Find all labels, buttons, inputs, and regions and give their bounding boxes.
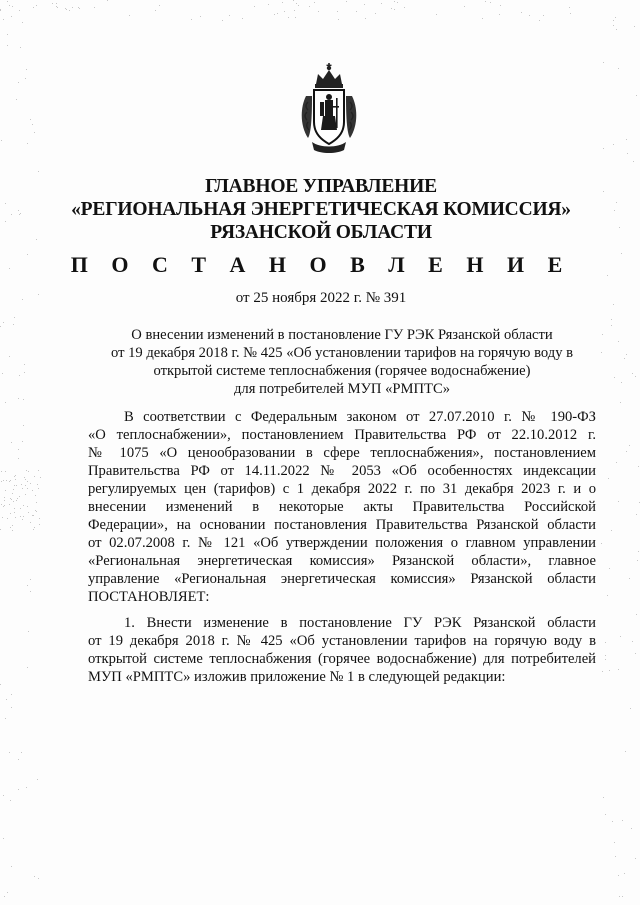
scan-speck	[603, 62, 604, 63]
scan-speck	[288, 17, 289, 18]
scan-speck	[11, 866, 12, 867]
scan-speck	[521, 12, 522, 13]
scan-speck	[621, 382, 622, 383]
scan-speck	[629, 578, 630, 579]
scan-speck	[38, 488, 39, 489]
scan-speck	[356, 11, 357, 12]
scan-speck	[18, 210, 19, 211]
scan-speck	[20, 47, 21, 48]
scan-speck	[616, 202, 617, 203]
scan-speck	[35, 495, 36, 496]
scan-speck	[38, 878, 39, 879]
scan-speck	[615, 856, 616, 857]
scan-speck	[616, 462, 617, 463]
scan-speck	[626, 354, 627, 355]
scan-speck	[107, 0, 108, 1]
scan-speck	[19, 496, 20, 497]
clause-1-paragraph	[88, 614, 596, 686]
scan-speck	[66, 9, 67, 10]
scan-speck	[0, 9, 1, 10]
scan-speck	[37, 484, 38, 485]
scan-speck	[20, 516, 21, 517]
scan-speck	[30, 119, 31, 120]
scan-speck	[7, 518, 8, 519]
decree-date-number: от 25 ноября 2022 г. № 391	[235, 290, 407, 306]
scan-speck	[9, 5, 10, 6]
scan-speck	[635, 653, 636, 654]
scan-speck	[601, 543, 602, 544]
scan-speck	[608, 478, 609, 479]
text-line: 1. Внести изменение в постановление ГУ РЭК Рязанской области	[124, 615, 596, 631]
scan-speck	[10, 480, 11, 481]
scan-speck	[23, 505, 24, 506]
scan-speck	[27, 506, 28, 507]
scan-speck	[436, 14, 437, 15]
scan-speck	[7, 892, 8, 893]
scan-speck	[375, 13, 376, 14]
scan-speck	[605, 814, 606, 815]
scan-speck	[0, 326, 1, 327]
scan-speck	[482, 18, 483, 19]
scan-speck	[632, 641, 633, 642]
scan-speck	[638, 551, 639, 552]
scan-speck	[11, 707, 12, 708]
scan-speck	[28, 631, 29, 632]
scan-speck	[636, 514, 637, 515]
scan-speck	[27, 143, 28, 144]
scan-speck	[0, 529, 1, 530]
scan-speck	[294, 10, 295, 11]
scan-speck	[622, 820, 623, 821]
scan-speck	[500, 5, 501, 6]
scan-speck	[607, 595, 608, 596]
scan-speck	[346, 1, 347, 2]
scan-speck	[615, 17, 616, 18]
scan-speck	[9, 268, 10, 269]
text-line: В соответствии с Федеральным законом от 27.07.2010 г. № 190-ФЗ	[124, 409, 596, 425]
scan-speck	[33, 529, 34, 530]
scan-speck	[24, 364, 25, 365]
scan-speck	[570, 13, 571, 14]
scan-speck	[293, 0, 294, 1]
scan-speck	[6, 699, 7, 700]
scan-speck	[636, 614, 637, 615]
scan-speck	[11, 214, 12, 215]
scan-speck	[605, 642, 606, 643]
scan-speck	[16, 485, 17, 486]
scan-speck	[635, 858, 636, 859]
scan-speck	[12, 493, 13, 494]
scan-speck	[12, 525, 13, 526]
scan-speck	[364, 4, 365, 5]
scan-speck	[21, 752, 22, 753]
scan-speck	[6, 480, 7, 481]
scan-speck	[26, 69, 27, 70]
scan-speck	[9, 504, 10, 505]
scan-speck	[338, 19, 339, 20]
scan-speck	[28, 471, 29, 472]
scan-speck	[25, 479, 26, 480]
scan-speck	[222, 20, 223, 21]
text-line: от 19 декабря 2018 г. № 425 «Об установлении тарифов на горячую воду в	[88, 633, 596, 649]
scan-speck	[626, 139, 627, 140]
scan-speck	[630, 708, 631, 709]
scan-speck	[298, 5, 299, 6]
scan-speck	[2, 517, 3, 518]
scan-speck	[318, 11, 319, 12]
text-line: № 1075 «О ценообразовании в сфере теплоснабжения», постановлением	[88, 445, 596, 461]
scan-speck	[499, 14, 500, 15]
scan-speck	[631, 828, 632, 829]
scan-speck	[618, 68, 619, 69]
scan-speck	[13, 501, 14, 502]
scan-speck	[34, 876, 35, 877]
document-type-title: П О С Т А Н О В Л Е Н И Е	[70, 252, 572, 277]
scan-speck	[0, 684, 1, 685]
scan-speck	[611, 530, 612, 531]
scan-speck	[18, 458, 19, 459]
scan-speck	[619, 227, 620, 228]
scan-speck	[4, 500, 5, 501]
header-line-2: «РЕГИОНАЛЬНАЯ ЭНЕРГЕТИЧЕСКАЯ КОМИССИЯ»	[71, 199, 571, 220]
subject-line: для потребителей МУП «РМПТС»	[234, 381, 450, 397]
scan-speck	[36, 511, 37, 512]
header-line-1: ГЛАВНОЕ УПРАВЛЕНИЕ	[205, 176, 437, 197]
scan-speck	[614, 210, 615, 211]
decree-subject	[86, 326, 598, 398]
scan-speck	[5, 718, 6, 719]
scan-speck	[27, 667, 28, 668]
scan-speck	[254, 6, 255, 7]
scan-speck	[394, 1, 395, 2]
scan-speck	[602, 334, 603, 335]
scan-speck	[603, 148, 604, 149]
scan-speck	[609, 670, 610, 671]
scan-speck	[25, 494, 26, 495]
scan-speck	[18, 82, 19, 83]
scan-speck	[16, 99, 17, 100]
scan-speck	[634, 26, 635, 27]
scan-speck	[20, 213, 21, 214]
scan-speck	[9, 356, 10, 357]
scan-speck	[20, 508, 21, 509]
scan-speck	[11, 442, 12, 443]
scan-speck	[35, 510, 36, 511]
scan-speck	[611, 319, 612, 320]
text-line: регулируемых цен (тарифов) с 1 декабря 2022 г. по 31 декабря 2023 г. и о	[88, 481, 596, 497]
scan-speck	[601, 352, 602, 353]
text-line: МУП «РМПТС» изложив приложение № 1 в следующей редакции:	[88, 669, 506, 685]
scan-speck	[4, 896, 5, 897]
scan-speck	[36, 239, 37, 240]
scan-speck	[94, 7, 95, 8]
scan-speck	[632, 373, 633, 374]
scan-speck	[30, 579, 31, 580]
scan-speck	[14, 476, 15, 477]
scan-speck	[13, 324, 14, 325]
text-line: управление «Региональная энергетическая комиссия» Рязанской области	[88, 571, 596, 587]
scan-speck	[23, 399, 24, 400]
scan-speck	[633, 161, 634, 162]
scan-speck	[78, 7, 79, 8]
scan-speck	[624, 358, 625, 359]
scan-speck	[19, 214, 20, 215]
scan-speck	[337, 11, 338, 12]
scan-speck	[620, 402, 621, 403]
scan-speck	[605, 655, 606, 656]
scan-speck	[22, 441, 23, 442]
scan-speck	[34, 476, 35, 477]
scan-speck	[619, 896, 620, 897]
scan-speck	[56, 3, 57, 4]
scan-speck	[485, 1, 486, 2]
scan-speck	[618, 669, 619, 670]
scan-speck	[625, 751, 626, 752]
scan-speck	[21, 484, 22, 485]
scan-speck	[614, 377, 615, 378]
scan-speck	[637, 560, 638, 561]
scan-speck	[1, 504, 2, 505]
scan-speck	[15, 479, 16, 480]
scan-speck	[1, 471, 2, 472]
text-line: «О теплоснабжении», постановлением Правительства РФ от 22.10.2012 г.	[88, 427, 596, 443]
scan-speck	[268, 4, 269, 5]
scan-speck	[609, 568, 610, 569]
scan-speck	[13, 489, 14, 490]
scan-speck	[22, 488, 23, 489]
scan-speck	[27, 488, 28, 489]
scan-speck	[129, 15, 130, 16]
scan-speck	[11, 694, 12, 695]
scan-speck	[296, 3, 297, 4]
text-line: «Региональная энергетическая комиссия» Рязанской области», главное	[88, 553, 596, 569]
scan-speck	[38, 470, 39, 471]
scan-speck	[295, 17, 296, 18]
scan-speck	[39, 524, 40, 525]
text-line: Федерации», на основании постановления Правительства Рязанской области	[88, 517, 596, 533]
scan-speck	[616, 29, 617, 30]
scan-speck	[404, 7, 405, 8]
text-line: внесении изменений в некоторые акты Правительства Российской	[88, 499, 596, 515]
scan-speck	[9, 752, 10, 753]
scan-speck	[612, 821, 613, 822]
scan-speck	[191, 19, 192, 20]
scan-speck	[464, 6, 465, 7]
scan-speck	[613, 25, 614, 26]
scan-speck	[7, 45, 8, 46]
scan-speck	[618, 341, 619, 342]
scan-speck	[309, 6, 310, 7]
scan-speck	[5, 402, 6, 403]
scan-speck	[12, 530, 13, 531]
scan-speck	[30, 483, 31, 484]
scan-speck	[638, 466, 639, 467]
scan-speck	[28, 512, 29, 513]
scan-speck	[22, 22, 23, 23]
scan-speck	[274, 14, 275, 15]
header-line-3: РЯЗАНСКОЙ ОБЛАСТИ	[210, 222, 432, 243]
scan-speck	[34, 527, 35, 528]
scan-speck	[25, 485, 26, 486]
scan-speck	[613, 20, 614, 21]
scan-speck	[12, 6, 13, 7]
scan-speck	[33, 7, 34, 8]
scan-speck	[621, 253, 622, 254]
subject-line: от 19 декабря 2018 г. № 425 «Об установлении тарифов на горячую воду в	[110, 345, 574, 361]
scan-speck	[22, 299, 23, 300]
scan-speck	[3, 838, 4, 839]
scan-speck	[18, 759, 19, 760]
scan-speck	[33, 515, 34, 516]
scan-speck	[19, 10, 20, 11]
scan-speck	[23, 425, 24, 426]
scan-speck	[543, 15, 544, 16]
scan-speck	[25, 78, 26, 79]
subject-line: О внесении изменений в постановление ГУ РЭК Рязанской области	[131, 327, 553, 343]
scan-speck	[10, 800, 11, 801]
scan-speck	[391, 8, 392, 9]
scan-speck	[622, 896, 623, 897]
scan-speck	[24, 372, 25, 373]
scan-speck	[26, 787, 27, 788]
scan-speck	[5, 203, 6, 204]
scan-speck	[607, 275, 608, 276]
scan-speck	[72, 7, 73, 8]
scan-speck	[242, 18, 243, 19]
scan-speck	[614, 842, 615, 843]
scan-speck	[19, 375, 20, 376]
scan-speck	[529, 15, 530, 16]
scan-speck	[18, 398, 19, 399]
scan-speck	[490, 2, 491, 3]
scan-speck	[7, 1, 8, 2]
scan-speck	[4, 497, 5, 498]
scan-speck	[26, 470, 27, 471]
scan-speck	[16, 500, 17, 501]
scan-speck	[32, 124, 33, 125]
scan-speck	[10, 527, 11, 528]
scan-speck	[569, 7, 570, 8]
scan-speck	[3, 322, 4, 323]
scan-speck	[38, 294, 39, 295]
scan-speck	[15, 517, 16, 518]
scan-speck	[27, 254, 28, 255]
subject-line: открытой системе теплоснабжения (горячее водоснабжение)	[153, 363, 531, 379]
text-line: открытой системе теплоснабжения (горячее водоснабжение) для потребителей	[88, 651, 596, 667]
scan-speck	[605, 659, 606, 660]
scan-speck	[613, 144, 614, 145]
scan-speck	[618, 875, 619, 876]
scan-speck	[539, 20, 540, 21]
scan-speck	[618, 501, 619, 502]
scan-speck	[611, 325, 612, 326]
scan-speck	[397, 2, 398, 3]
scan-speck	[624, 873, 625, 874]
scan-speck	[52, 3, 53, 4]
scan-speck	[10, 513, 11, 514]
scan-speck	[229, 15, 230, 16]
scan-speck	[14, 512, 15, 513]
scan-speck	[11, 499, 12, 500]
scan-speck	[5, 490, 6, 491]
scan-speck	[32, 490, 33, 491]
scan-speck	[69, 10, 70, 11]
scan-speck	[34, 132, 35, 133]
scan-speck	[603, 797, 604, 798]
scan-speck	[57, 7, 58, 8]
scan-speck	[613, 304, 614, 305]
scan-speck	[36, 502, 37, 503]
scan-speck	[79, 8, 80, 9]
scan-speck	[620, 636, 621, 637]
scan-speck	[30, 591, 31, 592]
scan-speck	[636, 95, 637, 96]
scan-speck	[200, 16, 201, 17]
scan-speck	[627, 153, 628, 154]
scan-speck	[1, 481, 2, 482]
scan-speck	[40, 477, 41, 478]
scan-speck	[37, 779, 38, 780]
scan-speck	[3, 506, 4, 507]
scan-speck	[1, 140, 2, 141]
scan-speck	[626, 451, 627, 452]
scan-speck	[27, 481, 28, 482]
scan-speck	[18, 449, 19, 450]
scan-speck	[394, 9, 395, 10]
scan-speck	[11, 16, 12, 17]
scan-speck	[22, 519, 23, 520]
scan-speck	[277, 13, 278, 14]
scan-speck	[14, 508, 15, 509]
scan-speck	[14, 317, 15, 318]
scan-speck	[30, 522, 31, 523]
scan-speck	[635, 376, 636, 377]
scan-speck	[38, 171, 39, 172]
scan-speck	[629, 445, 630, 446]
text-line: от 02.07.2008 г. № 121 «Об утверждении положения о главном управлении	[88, 535, 596, 551]
text-line: ПОСТАНОВЛЯЕТ:	[88, 589, 210, 605]
preamble-paragraph	[88, 408, 596, 606]
scan-speck	[603, 191, 604, 192]
scan-speck	[36, 5, 37, 6]
scan-speck	[2, 373, 3, 374]
text-line: Правительства РФ от 14.11.2022 № 2053 «Об особенностях индексации	[88, 463, 596, 479]
scan-speck	[381, 3, 382, 4]
scan-speck	[27, 585, 28, 586]
scan-speck	[155, 10, 156, 11]
scan-speck	[39, 518, 40, 519]
ryazan-coat-of-arms-icon	[298, 62, 360, 154]
scan-speck	[282, 2, 283, 3]
scan-speck	[7, 34, 8, 35]
scan-speck	[5, 221, 6, 222]
scan-speck	[602, 671, 603, 672]
scan-speck	[314, 2, 315, 3]
scan-speck	[5, 471, 6, 472]
scan-speck	[159, 5, 160, 6]
scan-speck	[3, 19, 4, 20]
scan-speck	[365, 18, 366, 19]
scan-speck	[3, 795, 4, 796]
scan-speck	[17, 498, 18, 499]
scan-speck	[18, 789, 19, 790]
scan-speck	[15, 475, 16, 476]
scan-speck	[14, 485, 15, 486]
scan-speck	[3, 480, 4, 481]
scan-speck	[284, 11, 285, 12]
scan-speck	[23, 516, 24, 517]
